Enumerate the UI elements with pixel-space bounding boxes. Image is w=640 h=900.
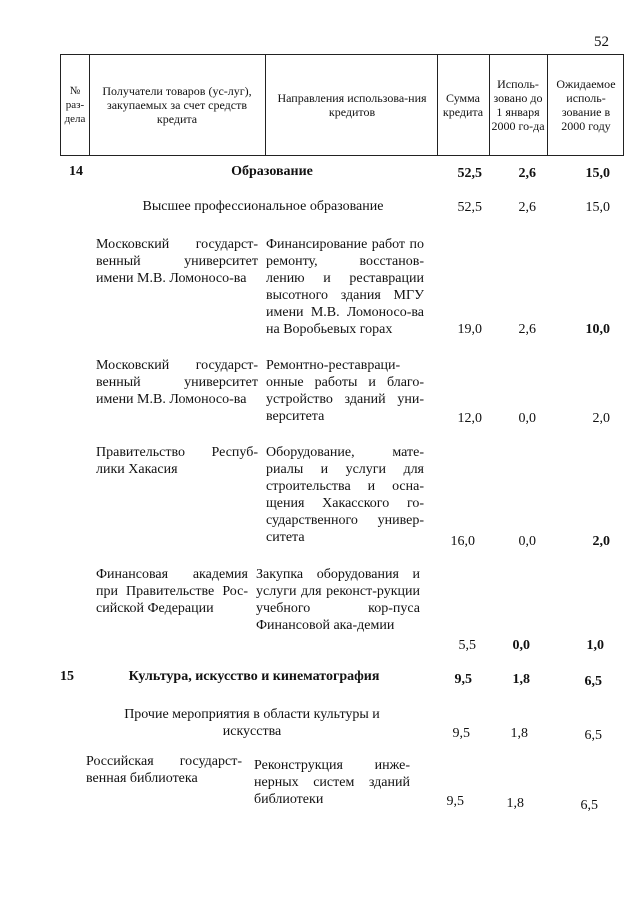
expected-cell: 1,0 — [586, 638, 604, 653]
section-number: 14 — [69, 164, 83, 179]
recipient-cell: Правительство Респуб-лики Хакасия — [96, 445, 258, 477]
subsection-sum: 52,5 — [457, 200, 482, 215]
section-used: 2,6 — [518, 166, 536, 181]
expected-cell: 6,5 — [580, 798, 598, 813]
direction-cell: Реконструкция инже-нерных систем зданий библиотеки — [254, 758, 410, 807]
used-cell: 0,0 — [518, 411, 536, 426]
page-number: 52 — [594, 34, 609, 50]
sum-cell: 16,0 — [450, 534, 475, 549]
header-expected: Ожидаемое исполь-зование в 2000 году — [556, 77, 616, 133]
header-recipients: Получатели товаров (ус-луг), закупаемых за счет средств кредита — [102, 84, 252, 126]
section-expected: 15,0 — [585, 166, 610, 181]
direction-cell: Финансирование работ по ремонту, восстанов-лению и реставрации высотного здания МГУ имени М.В. Ломоносо-ва на Воробьевых горах — [266, 237, 424, 337]
used-cell: 1,8 — [506, 796, 524, 811]
subsection-expected: 6,5 — [584, 728, 602, 743]
header-used: Исполь-зовано до 1 января 2000 го-да — [491, 77, 545, 133]
used-cell: 0,0 — [512, 638, 530, 653]
subsection-sum: 9,5 — [452, 726, 470, 741]
subsection-title: Прочие мероприятия в области культуры и искусства — [124, 707, 380, 739]
header-credit-sum: Сумма кредита — [442, 91, 484, 119]
subsection-used: 2,6 — [518, 200, 536, 215]
section-sum: 52,5 — [457, 166, 482, 181]
sum-cell: 12,0 — [457, 411, 482, 426]
direction-cell: Ремонтно-реставраци-онные работы и благо-устройство зданий уни-верситета — [266, 358, 424, 424]
section-sum: 9,5 — [454, 672, 472, 687]
section-title: Культура, искусство и кинематография — [128, 669, 380, 684]
used-cell: 2,6 — [518, 322, 536, 337]
direction-cell: Оборудование, мате-риалы и услуги для строительства и осна-щения Хакасского го-сударственного универ-ситета — [266, 445, 424, 545]
expected-cell: 10,0 — [585, 322, 610, 337]
header-directions: Направления использова-ния кредитов — [277, 91, 427, 119]
section-expected: 6,5 — [584, 674, 602, 689]
table-header — [60, 54, 624, 156]
expected-cell: 2,0 — [592, 411, 610, 426]
section-used: 1,8 — [512, 672, 530, 687]
sum-cell: 19,0 — [457, 322, 482, 337]
section-title: Образование — [231, 164, 313, 179]
sum-cell: 9,5 — [446, 794, 464, 809]
subsection-used: 1,8 — [510, 726, 528, 741]
recipient-cell: Московский государст-венный университет имени М.В. Ломоносо-ва — [96, 358, 258, 407]
section-number: 15 — [60, 669, 74, 684]
sum-cell: 5,5 — [458, 638, 476, 653]
recipient-cell: Финансовая академия при Правительстве Рос-сийской Федерации — [96, 567, 248, 616]
subsection-expected: 15,0 — [585, 200, 610, 215]
recipient-cell: Московский государст-венный университет имени М.В. Ломоносо-ва — [96, 237, 258, 286]
used-cell: 0,0 — [518, 534, 536, 549]
expected-cell: 2,0 — [592, 534, 610, 549]
direction-cell: Закупка оборудования и услуги для реконст-рукции учебного кор-пуса Финансовой ака-демии — [256, 567, 420, 633]
recipient-cell: Российская государст-венная библиотека — [86, 754, 242, 786]
header-section-number: № раз-дела — [64, 85, 86, 125]
subsection-title: Высшее профессиональное образование — [142, 199, 384, 214]
